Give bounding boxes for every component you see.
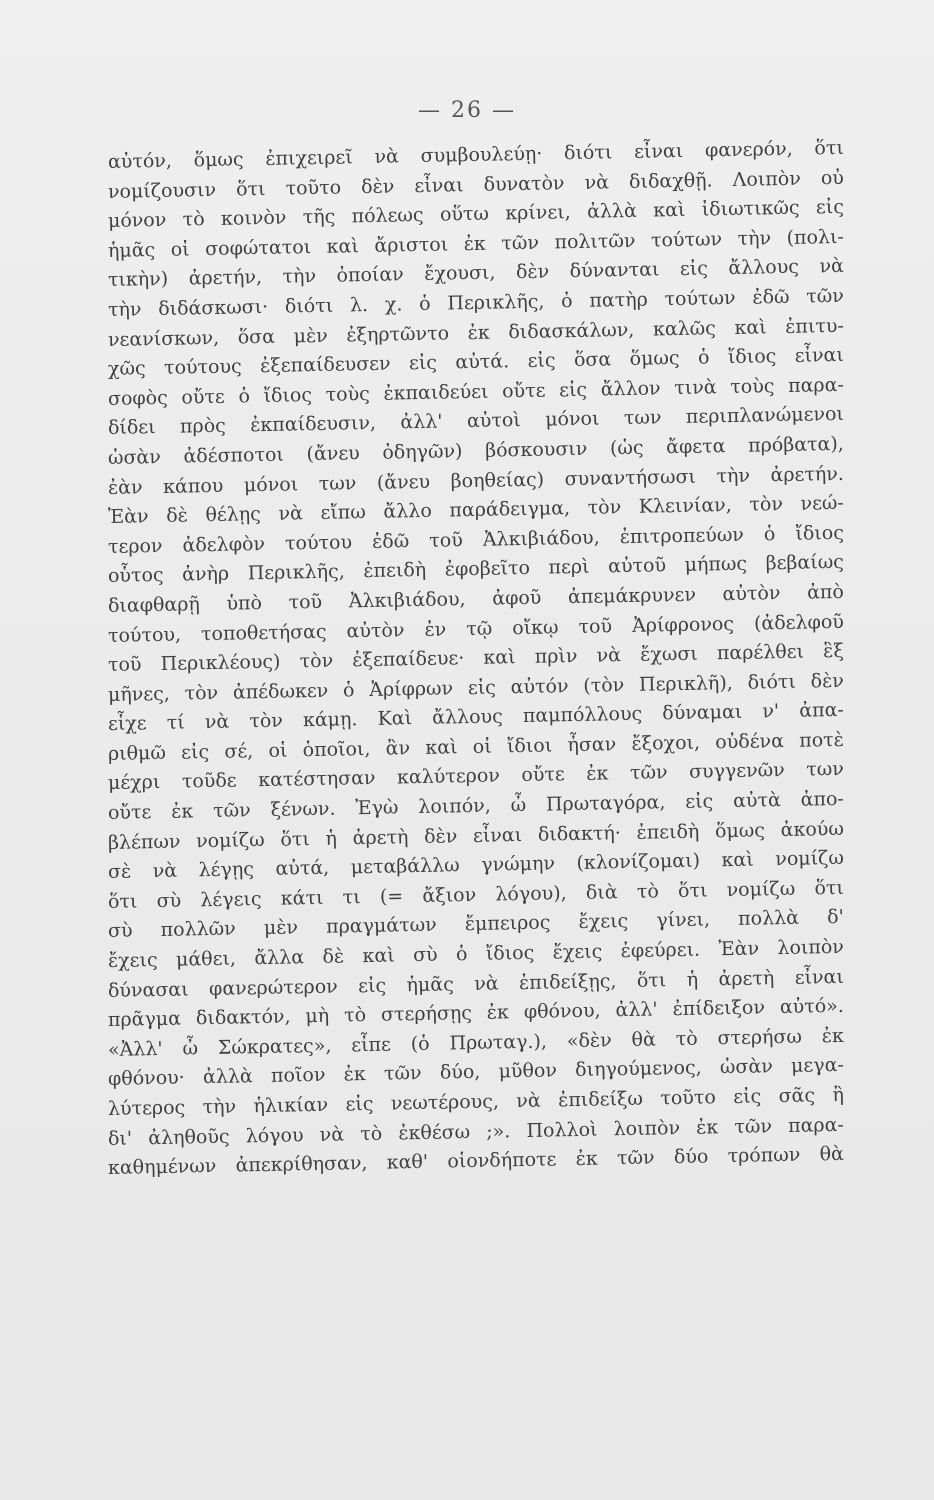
text-line: μόνον τὸ κοινὸν τῆς πόλεως οὕτω κρίνει, ἀλλὰ καὶ ἰδιωτικῶς εἰς — [107, 196, 845, 233]
text-line: μέχρι τοῦδε κατέστησαν καλύτερον οὔτε ἐκ τῶν συγγενῶν των — [107, 758, 845, 795]
text-line: διαφθαρῇ ὑπὸ τοῦ Ἀλκιβιάδου, ἀφοῦ ἀπεμάκρυνεν αὐτὸν ἀπὸ — [107, 580, 845, 617]
text-line: ὡσὰν ἀδέσποτοι (ἄνευ ὁδηγῶν) βόσκουσιν (ὡς ἄφετα πρόβατα), — [107, 432, 845, 469]
text-line: ἡμᾶς οἱ σοφώτατοι καὶ ἄριστοι ἐκ τῶν πολιτῶν τούτων τὴν (πολι- — [107, 225, 845, 262]
text-line: τικὴν) ἀρετήν, τὴν ὁποίαν ἔχουσι, δὲν δύνανται εἰς ἄλλους νὰ — [107, 255, 845, 292]
text-line: οὗτος ἀνὴρ Περικλῆς, ἐπειδὴ ἐφοβεῖτο περὶ αὐτοῦ μήπως βεβαίως — [107, 551, 845, 588]
text-line: νεανίσκων, ὅσα μὲν ἐξηρτῶντο ἐκ διδασκάλων, καλῶς καὶ ἐπιτυ- — [107, 314, 845, 351]
text-line: ἐὰν κάπου μόνοι των (ἄνευ βοηθείας) συναντήσωσι τὴν ἀρετήν. — [107, 462, 845, 499]
text-line: καθημένων ἀπεκρίθησαν, καθ' οἱονδήποτε ἐκ τῶν δύο τρόπων θὰ — [107, 1143, 845, 1180]
text-line: αὐτόν, ὅμως ἐπιχειρεῖ νὰ συμβουλεύῃ· διότι εἶναι φανερόν, ὅτι — [107, 136, 845, 173]
text-line: τὴν διδάσκωσι· διότι λ. χ. ὁ Περικλῆς, ὁ πατὴρ τούτων ἐδῶ τῶν — [107, 284, 845, 321]
text-line: Ἐὰν δὲ θέλῃς νὰ εἴπω ἄλλο παράδειγμα, τὸν Κλεινίαν, τὸν νεώ- — [107, 491, 845, 529]
text-line: πρᾶγμα διδακτόν, μὴ τὸ στερήσῃς ἐκ φθόνου, ἀλλ' ἐπίδειξον αὐτό». — [107, 995, 845, 1032]
text-line: δύνασαι φανερώτερον εἰς ἡμᾶς νὰ ἐπιδείξῃς, ὅτι ἡ ἀρετὴ εἶναι — [107, 965, 845, 1002]
text-line: σὺ πολλῶν μὲν πραγμάτων ἔμπειρος ἔχεις γίνει, πολλὰ δ' — [107, 906, 845, 943]
text-line: λύτερος τὴν ἡλικίαν εἰς νεωτέρους, νὰ ἐπιδείξω τοῦτο εἰς σᾶς ἢ — [107, 1083, 845, 1120]
text-line: ἔχεις μάθει, ἄλλα δὲ καὶ σὺ ὁ ἴδιος ἔχεις ἐφεύρει. Ἐὰν λοιπὸν — [107, 935, 845, 973]
text-line: μῆνες, τὸν ἀπέδωκεν ὁ Ἀρίφρων εἰς αὐτόν (τὸν Περικλῆ), διότι δὲν — [107, 669, 845, 706]
text-line: δι' ἀληθοῦς λόγου νὰ τὸ ἐκθέσω ;». Πολλοὶ λοιπὸν ἐκ τῶν παρα- — [107, 1113, 845, 1150]
text-line: σὲ νὰ λέγῃς αὐτά, μεταβάλλω γνώμην (κλονίζομαι) καὶ νομίζω — [107, 847, 845, 884]
text-line: ριθμῶ εἰς σέ, οἱ ὁποῖοι, ἂν καὶ οἱ ἴδιοι ἦσαν ἔξοχοι, οὐδένα ποτὲ — [107, 728, 845, 765]
text-line: φθόνου· ἀλλὰ ποῖον ἐκ τῶν δύο, μῦθον διηγούμενος, ὡσὰν μεγα- — [107, 1054, 845, 1091]
text-line: βλέπων νομίζω ὅτι ἡ ἀρετὴ δὲν εἶναι διδακτή· ἐπειδὴ ὅμως ἀκούω — [107, 817, 845, 854]
text-line: σοφὸς οὔτε ὁ ἴδιος τοὺς ἐκπαιδεύει οὔτε εἰς ἄλλον τινὰ τοὺς παρα- — [107, 373, 845, 410]
text-line: τερον ἀδελφὸν τούτου ἐδῶ τοῦ Ἀλκιβιάδου, ἐπιτροπεύων ὁ ἴδιος — [107, 521, 845, 558]
page-number: — 26 — — [418, 98, 516, 123]
body-text — [107, 136, 845, 1184]
text-line: «Ἀλλ' ὦ Σώκρατες», εἶπε (ὁ Πρωταγ.), «δὲν θὰ τὸ στερήσω ἐκ — [107, 1024, 845, 1061]
text-line: εἶχε τί νὰ τὸν κάμῃ. Καὶ ἄλλους παμπόλλους δύναμαι ν' ἀπα- — [107, 699, 845, 736]
text-line: δίδει πρὸς ἐκπαίδευσιν, ἀλλ' αὐτοὶ μόνοι των περιπλανώμενοι — [107, 403, 845, 440]
text-line: τούτου, τοποθετήσας αὐτὸν ἐν τῷ οἴκῳ τοῦ Ἀρίφρονος (ἀδελφοῦ — [107, 610, 845, 647]
text-line: τοῦ Περικλέους) τὸν ἐξεπαίδευε· καὶ πρὶν νὰ ἔχωσι παρέλθει ἓξ — [107, 639, 845, 677]
text-line: οὔτε ἐκ τῶν ξένων. Ἐγὼ λοιπόν, ὦ Πρωταγόρα, εἰς αὐτὰ ἀπο- — [107, 787, 845, 825]
text-line: ὅτι σὺ λέγεις κάτι τι (= ἄξιον λόγου), διὰ τὸ ὅτι νομίζω ὅτι — [107, 876, 845, 913]
text-line: νομίζουσιν ὅτι τοῦτο δὲν εἶναι δυνατὸν νὰ διδαχθῇ. Λοιπὸν οὐ — [107, 166, 845, 203]
text-line: χῶς τούτους ἐξεπαίδευσεν εἰς αὐτά. εἰς ὅσα ὅμως ὁ ἴδιος εἶναι — [107, 344, 845, 381]
